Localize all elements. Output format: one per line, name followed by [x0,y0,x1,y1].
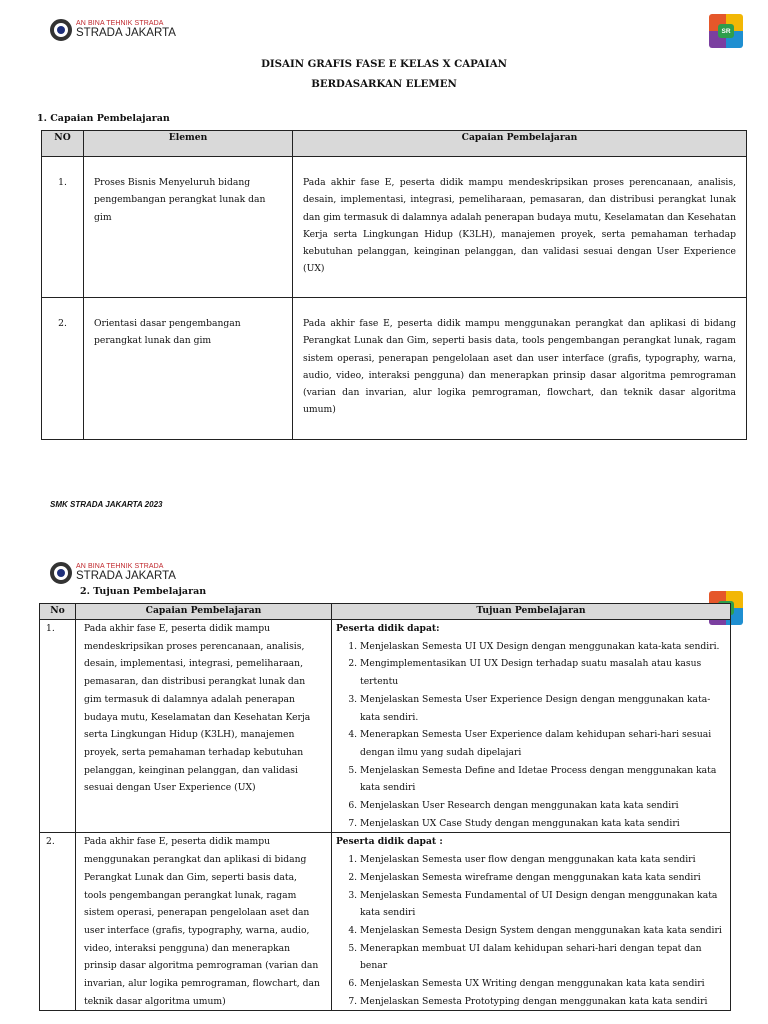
row-elemen: Orientasi dasar pengembangan perangkat lunak dan gim [84,298,293,440]
table-row [40,620,731,833]
table-row [42,298,747,440]
gear-emblem-icon [50,562,72,584]
logo-foundation-text: AN BINA TEHNIK STRADA [76,563,164,571]
tujuan-table [39,603,731,1011]
sr-brand-logo [709,14,743,48]
list-item: 2. Menjelaskan Semesta wireframe dengan menggunakan kata kata sendiri [360,869,726,887]
school-logo [50,19,176,41]
school-logo [50,562,176,584]
section-heading-capaian: 1. Capaian Pembelajaran [37,113,170,124]
list-item: 5. Menerapkan membuat UI dalam kehidupan sehari-hari dengan tepat dan benar [360,940,726,975]
row-tujuan [332,620,731,833]
list-item: 3. Menjelaskan Semesta Fundamental of UI Design dengan menggunakan kata kata sendiri [360,887,726,922]
tujuan-list [336,638,726,833]
row-capaian: Pada akhir fase E, peserta didik mampu menggunakan perangkat dan aplikasi di bidang Perangkat Lunak dan Gim, seperti basis data, tools pengembangan perangkat lunak, ragam sistem operasi, penerapan pengelolaan aset dan user interface (grafis, typography, warna, audio, video, interaksi pengguna) dan menerapkan prinsip dasar algoritma pemrograman (varian dan invarian, alur logika pemrograman, flowchart, dan teknik dasar algoritma umum) [293,298,747,440]
row-capaian: Pada akhir fase E, peserta didik mampu mendeskripsikan proses perencanaan, analisis, desain, implementasi, integrasi, pemeliharaan, pemasaran, dan distribusi perangkat lunak dan gim termasuk di dalamnya adalah penerapan budaya mutu, Keselamatan dan Kesehatan Kerja serta Lingkungan Hidup (K3LH), manajemen proyek, serta pemahaman terhadap kebutuhan pelanggan, keinginan pelanggan, dan validasi sesuai dengan User Experience (UX) [293,157,747,298]
section-heading-tujuan: 2. Tujuan Pembelajaran [80,586,207,597]
table-header-row [40,604,731,620]
brand-logo-label: SR [718,24,734,38]
gear-emblem-icon [50,19,72,41]
document-title-line1: DISAIN GRAFIS FASE E KELAS X CAPAIAN [261,58,507,70]
row-number: 1. [42,157,84,298]
tujuan-intro: Peserta didik dapat : [336,836,443,848]
row-elemen: Proses Bisnis Menyeluruh bidang pengembangan perangkat lunak dan gim [84,157,293,298]
table-header-row [42,131,747,157]
page-footer: SMK STRADA JAKARTA 2023 [50,500,163,509]
logo-school-name: STRADA JAKARTA [76,27,176,40]
header-tujuan: Tujuan Pembelajaran [332,604,731,620]
list-item: 3. Menjelaskan Semesta User Experience Design dengan menggunakan kata-kata sendiri. [360,691,726,726]
row-capaian: Pada akhir fase E, peserta didik mampu mendeskripsikan proses perencanaan, analisis, desain, implementasi, integrasi, pemeliharaan, pemasaran, dan distribusi perangkat lunak dan gim termasuk di dalamnya adalah penerapan budaya mutu, Keselamatan dan Kesehatan Kerja serta Lingkungan Hidup (K3LH), manajemen proyek, serta pemahaman terhadap kebutuhan pelanggan, keinginan pelanggan, dan validasi sesuai dengan User Experience (UX) [76,620,332,833]
list-item: 2. Mengimplementasikan UI UX Design terhadap suatu masalah atau kasus tertentu [360,655,726,690]
capaian-table [41,130,747,440]
row-capaian: Pada akhir fase E, peserta didik mampu menggunakan perangkat dan aplikasi di bidang Perangkat Lunak dan Gim, seperti basis data, tools pengembangan perangkat lunak, ragam sistem operasi, penerapan pengelolaan aset dan user interface (grafis, typography, warna, audio, video, interaksi pengguna) dan menerapkan prinsip dasar algoritma pemrograman (varian dan invarian, alur logika pemrograman, flowchart, dan teknik dasar algoritma umum) [76,833,332,1011]
list-item: 6. Menjelaskan Semesta UX Writing dengan menggunakan kata kata sendiri [360,975,726,993]
list-item: 1. Menjelaskan Semesta UI UX Design dengan menggunakan kata-kata sendiri. [360,638,726,656]
list-item: 6. Menjelaskan User Research dengan menggunakan kata kata sendiri [360,797,726,815]
table-row [40,833,731,1011]
row-number: 2. [42,298,84,440]
logo-foundation-text: AN BINA TEHNIK STRADA [76,20,164,28]
header-elemen: Elemen [84,131,293,157]
tujuan-intro: Peserta didik dapat: [336,623,440,634]
list-item: 1. Menjelaskan Semesta user flow dengan menggunakan kata kata sendiri [360,851,726,869]
logo-school-name: STRADA JAKARTA [76,570,176,583]
list-item: 7. Menjelaskan Semesta Prototyping dengan menggunakan kata kata sendiri [360,993,726,1011]
row-number: 1. [40,620,76,833]
header-no: No [40,604,76,620]
list-item: 7. Menjelaskan UX Case Study dengan menggunakan kata kata sendiri [360,815,726,833]
header-no: NO [42,131,84,157]
tujuan-list [336,851,726,1010]
list-item: 5. Menjelaskan Semesta Define and Idetae Process dengan menggunakan kata kata sendiri [360,762,726,797]
header-capaian: Capaian Pembelajaran [76,604,332,620]
row-number: 2. [40,833,76,1011]
list-item: 4. Menjelaskan Semesta Design System dengan menggunakan kata kata sendiri [360,922,726,940]
document-title-line2: BERDASARKAN ELEMEN [311,78,457,90]
header-capaian: Capaian Pembelajaran [293,131,747,157]
list-item: 4. Menerapkan Semesta User Experience dalam kehidupan sehari-hari sesuai dengan ilmu yang sudah dipelajari [360,726,726,761]
row-tujuan [332,833,731,1011]
table-row [42,157,747,298]
